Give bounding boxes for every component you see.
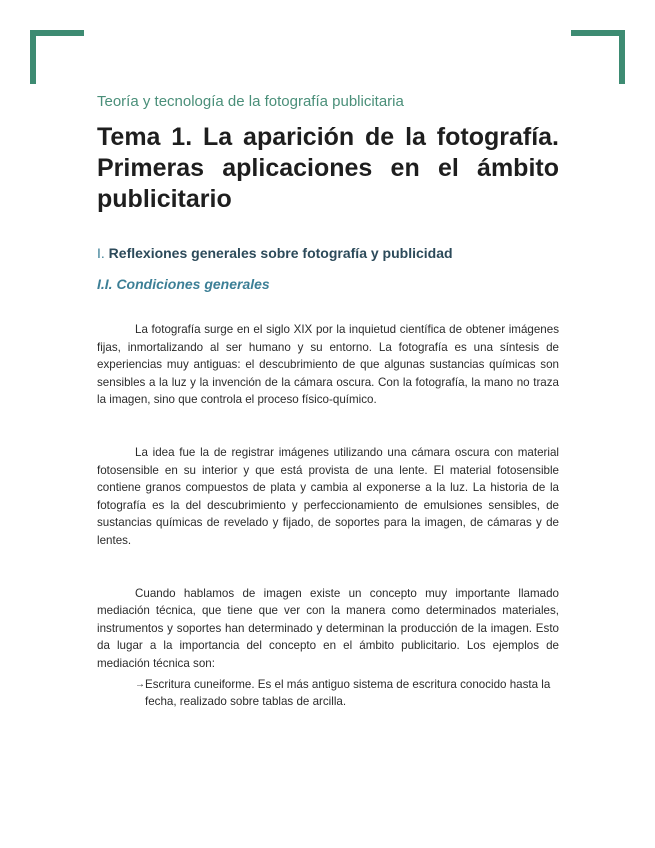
section-title: Reflexiones generales sobre fotografía y publicidad: [108, 245, 453, 261]
subsection-heading: I.I. Condiciones generales: [97, 276, 270, 292]
page-title: Tema 1. La aparición de la fotografía. Primeras aplicaciones en el ámbito publicitario: [97, 123, 559, 213]
corner-bracket-left: [30, 30, 84, 84]
list-item: [135, 676, 559, 711]
paragraph: Cuando hablamos de imagen existe un concepto muy importante llamado mediación técnica, que tiene que ver con la manera como determinados materiales, instrumentos y soportes han determinado y determinan la producción de la imagen. Esto da lugar a la importancia del concepto en el ámbito publicitario. Los ejemplos de mediación técnica son:: [97, 586, 559, 670]
document-page: [97, 92, 559, 711]
arrow-right-icon: →: [135, 678, 145, 690]
paragraph: La idea fue la de registrar imágenes utilizando una cámara oscura con material fotosensible en su interior y que está provista de una lente. El material fotosensible contiene granos compuestos de plata y cambia al exponerse a la luz. La historia de la fotografía es la del descubrimiento y perfeccionamiento de emulsiones sensibles, de sustancias químicas de revelado y fijado, de soportes para la imagen, de cámaras y de lentes.: [97, 445, 559, 547]
section-number: I.: [97, 245, 105, 261]
list-item-text: Escritura cuneiforme. Es el más antiguo sistema de escritura conocido hasta la fecha, realizado sobre tablas de arcilla.: [145, 677, 551, 709]
paragraph: La fotografía surge en el siglo XIX por la inquietud científica de obtener imágenes fijas, inmortalizando al ser humano y su entorno. La fotografía es una síntesis de experiencias muy antiguas: el descubrimiento de que algunas sustancias químicas son sensibles a la luz y la invención de la cámara oscura. Con la fotografía, la mano no traza la imagen, sino que controla el proceso físico-químico.: [97, 323, 559, 407]
corner-bracket-right: [571, 30, 625, 84]
section-heading: [97, 243, 559, 263]
course-subtitle: Teoría y tecnología de la fotografía publicitaria: [97, 93, 404, 110]
